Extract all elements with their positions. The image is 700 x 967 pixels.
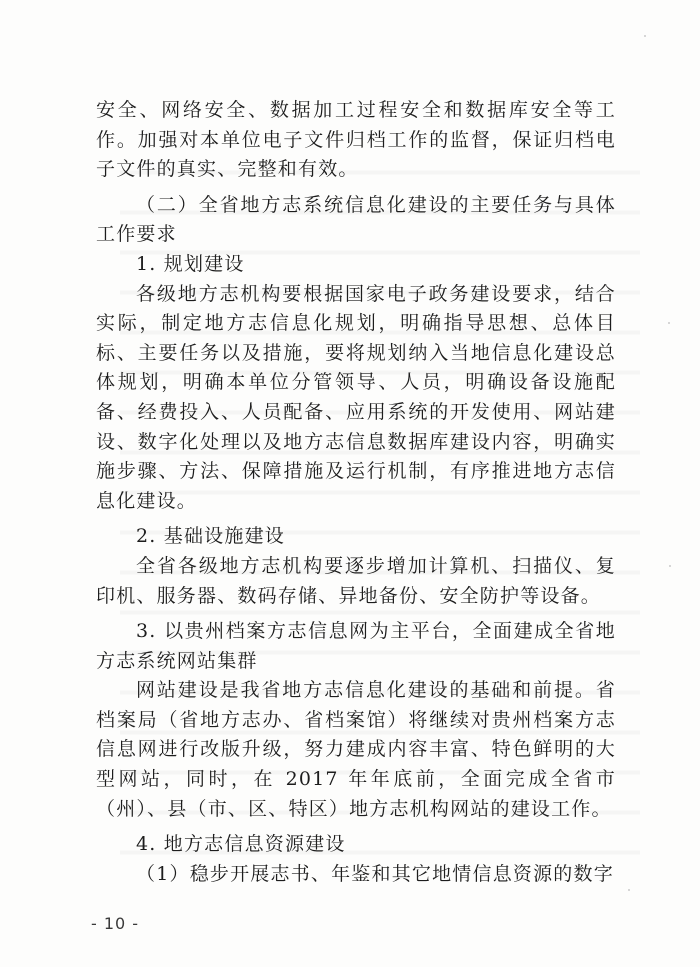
subheading-infrastructure: 2. 基础设施建设 — [136, 525, 285, 548]
subheading-planning: 1. 规划建设 — [136, 252, 245, 275]
subheading-information-resources: 4. 地方志信息资源建设 — [136, 833, 346, 856]
paragraph-infrastructure: 全省各级地方志机构要逐步增加计算机、扫描仪、复印机、服务器、数码存储、异地备份、安全防护等设备。 — [96, 554, 616, 607]
paragraph-planning: 各级地方志机构要根据国家电子政务建设要求，结合实际，制定地方志信息化规划，明确指导思想、总体目标、主要任务以及措施，要将规划纳入当地信息化建设总体规划，明确本单位分管领导、人员，明确设备设施配备、经费投入、人员配备、应用系统的开发使用、网站建设、数字化处理以及地方志信息数据库建设内容，明确实施步骤、方法、保障措施及运行机制，有序推进地方志信息化建设。 — [96, 282, 616, 512]
paragraph-security-closing: 安全、网络安全、数据加工过程安全和数据库安全等工作。加强对本单位电子文件归档工作的监督，保证归档电子文件的真实、完整和有效。 — [96, 99, 616, 181]
section-heading-tasks: （二）全省地方志系统信息化建设的主要任务与具体工作要求 — [96, 193, 616, 246]
subheading-website-platform: 3. 以贵州档案方志信息网为主平台，全面建成全省地方志系统网站集群 — [96, 620, 616, 672]
document-body — [96, 96, 616, 889]
paragraph-website: 网站建设是我省地方志信息化建设的基础和前提。省档案局（省地方志办、省档案馆）将继续对贵州档案方志信息网进行改版升级，努力建成内容丰富、特色鲜明的大型网站，同时，在 2017 年年底前，全面完成全省市（州）、县（市、区、特区）地方志机构网站的建设工作。 — [96, 679, 616, 820]
scan-speck — [669, 565, 671, 567]
scan-speck — [644, 35, 646, 37]
scan-speck — [628, 889, 630, 891]
page-number: - 10 - — [91, 914, 140, 933]
scan-speck — [668, 322, 670, 324]
paragraph-digital-resources: （1）稳步开展志书、年鉴和其它地情信息资源的数字 — [136, 862, 614, 885]
